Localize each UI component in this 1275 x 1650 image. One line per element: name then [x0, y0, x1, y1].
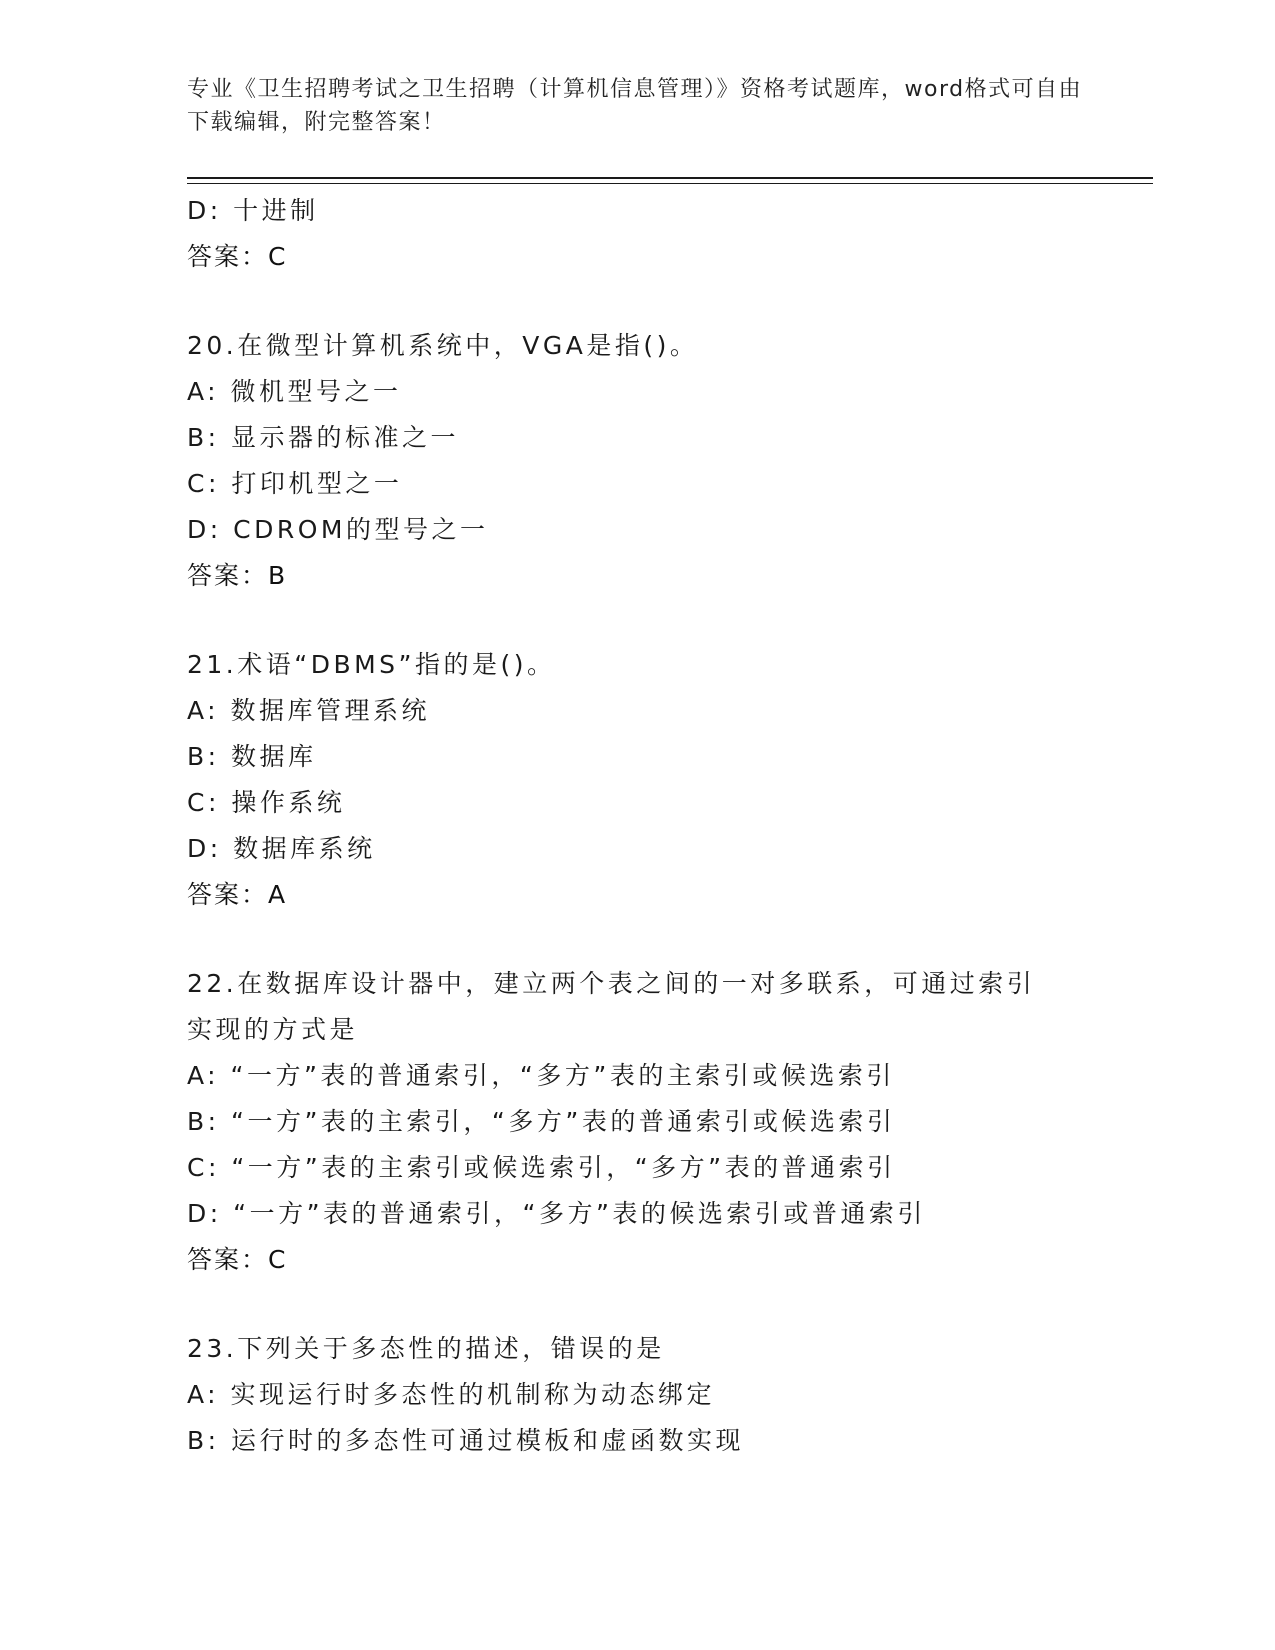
question-19-option-d: D: 十进制 [187, 196, 319, 225]
question-22-option-c: C: “一方”表的主索引或候选索引，“多方”表的普通索引 [187, 1153, 896, 1182]
question-22-answer: 答案：C [187, 1245, 288, 1274]
question-21-option-d: D: 数据库系统 [187, 834, 376, 863]
question-20-option-b: B: 显示器的标准之一 [187, 423, 460, 452]
question-23-option-b: B: 运行时的多态性可通过模板和虚函数实现 [187, 1426, 745, 1455]
question-20-option-d: D: CDROM的型号之一 [187, 515, 489, 544]
question-21-option-a: A: 数据库管理系统 [187, 696, 431, 725]
question-22-option-d: D: “一方”表的普通索引，“多方”表的候选索引或普通索引 [187, 1199, 926, 1228]
question-22-stem: 22.在数据库设计器中，建立两个表之间的一对多联系，可通过索引实现的方式是 [187, 969, 1036, 1044]
page-header: 专业《卫生招聘考试之卫生招聘（计算机信息管理）》资格考试题库，word格式可自由下载编辑，附完整答案！ [187, 77, 1083, 135]
question-20-stem: 20.在微型计算机系统中，VGA是指()。 [187, 331, 699, 360]
question-20-option-a: A: 微机型号之一 [187, 377, 402, 406]
question-20-answer: 答案：B [187, 561, 288, 590]
question-21-answer: 答案：A [187, 880, 288, 909]
header-divider [187, 177, 1153, 184]
question-21-option-b: B: 数据库 [187, 742, 317, 771]
question-21-stem: 21.术语“DBMS”指的是()。 [187, 650, 556, 679]
question-list [187, 188, 1107, 1464]
question-20-option-c: C: 打印机型之一 [187, 469, 403, 498]
question-23-option-a: A: 实现运行时多态性的机制称为动态绑定 [187, 1380, 716, 1409]
question-22-option-b: B: “一方”表的主索引，“多方”表的普通索引或候选索引 [187, 1107, 896, 1136]
question-22-option-a: A: “一方”表的普通索引，“多方”表的主索引或候选索引 [187, 1061, 895, 1090]
question-21-option-c: C: 操作系统 [187, 788, 346, 817]
question-19-answer: 答案：C [187, 242, 288, 271]
question-23-stem: 23.下列关于多态性的描述，错误的是 [187, 1334, 665, 1363]
